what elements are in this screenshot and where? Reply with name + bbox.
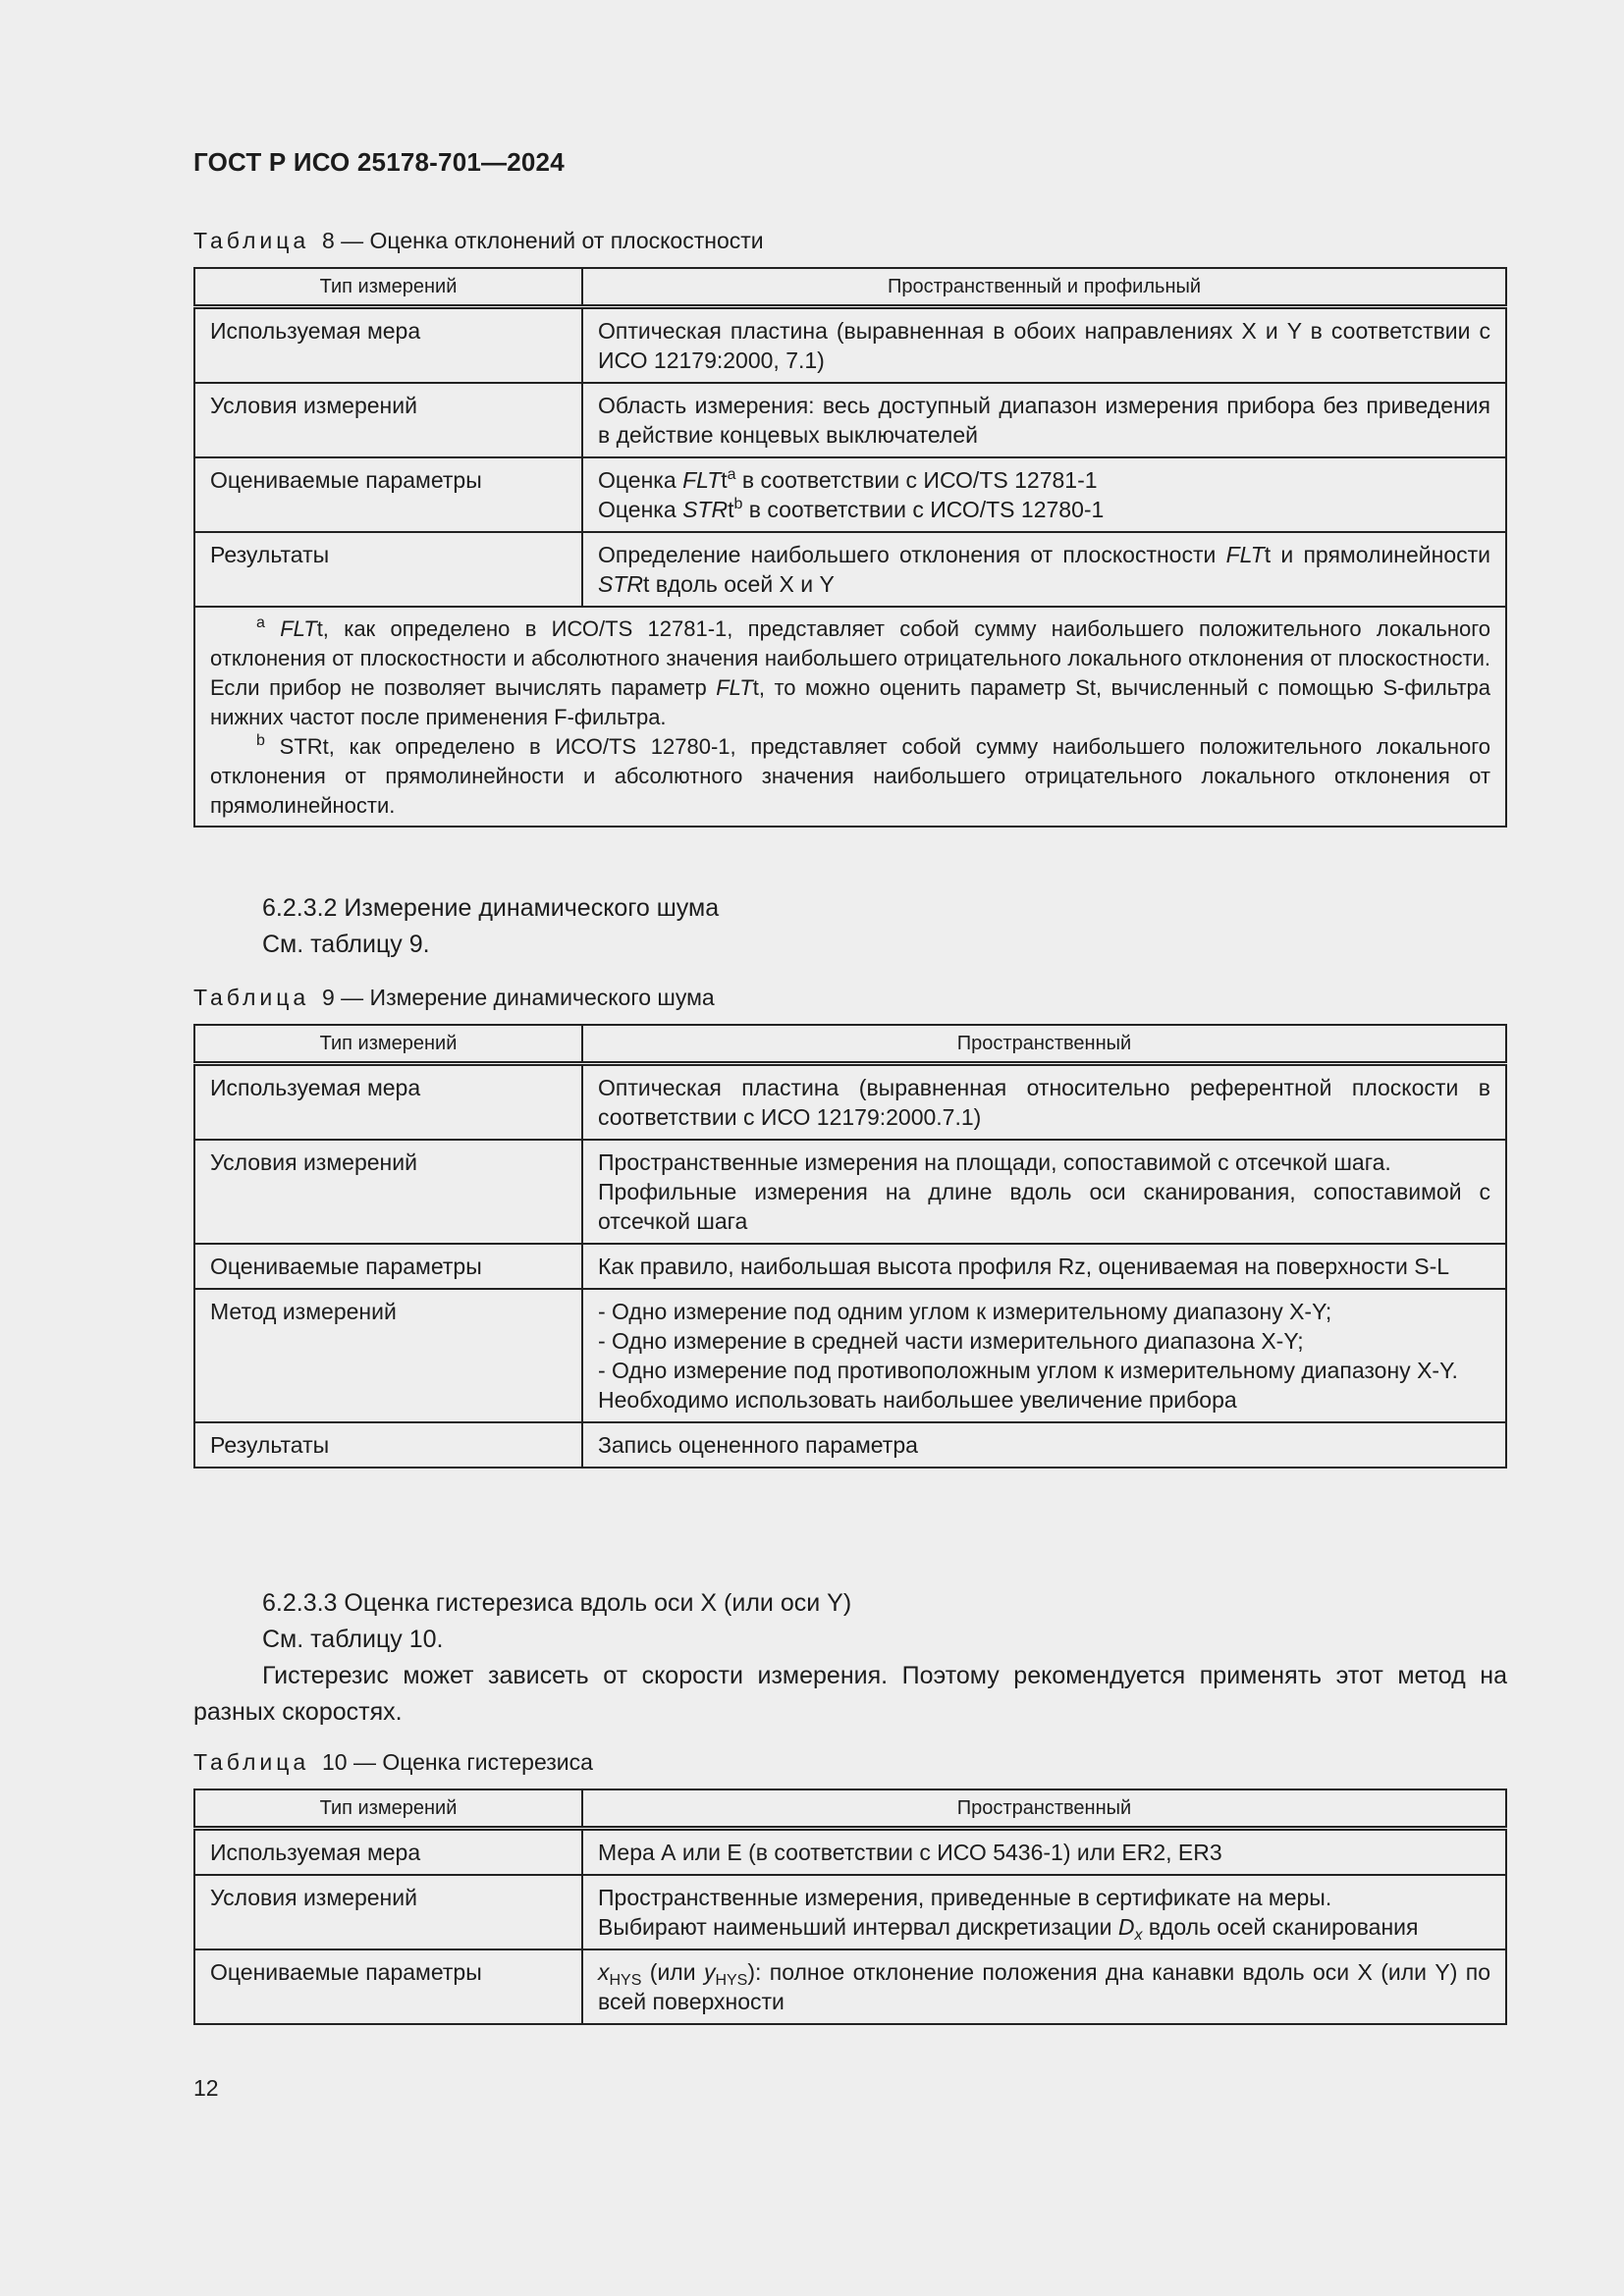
text: в соответствии с ИСО/TS 12781-1: [735, 467, 1098, 493]
method-item: - Одно измерение под противоположным углом к измерительному диапазону X-Y.: [598, 1358, 1458, 1383]
row-value: Мера А или Е (в соответствии с ИСО 5436-1) или ER2, ER3: [582, 1829, 1506, 1876]
text: t, то можно оценить параметр St, вычисленный с помощью S-фильтра нижних частот после применения F-фильтра.: [210, 675, 1491, 729]
text: STRt, как определено в ИСО/TS 12780-1, представляет собой сумму наибольшего положительного локального отклонения от прямолинейности и абсолютного значения наибольшего отрицательного локального отклонения от прямолинейности.: [210, 734, 1490, 818]
row-value: Область измерения: весь доступный диапазон измерения прибора без приведения в действие концевых выключателей: [582, 383, 1506, 457]
table-row: [194, 457, 1506, 532]
text: t и прямолинейности: [1264, 542, 1491, 567]
table-row: [194, 1064, 1506, 1141]
table-header-row: [194, 1025, 1506, 1064]
subscript: x: [1134, 1927, 1143, 1944]
symbol: y: [703, 1959, 716, 1985]
row-label: Оцениваемые параметры: [194, 1949, 582, 2024]
text: Оценка: [598, 497, 683, 522]
table-row: [194, 383, 1506, 457]
section-heading-6233: 6.2.3.3 Оценка гистерезиса вдоль оси X (или оси Y): [262, 1589, 852, 1617]
table10-caption-label: Таблица: [193, 1749, 310, 1775]
table-row: [194, 1875, 1506, 1949]
table8-caption-label: Таблица: [193, 228, 310, 253]
table-footnotes-row: [194, 607, 1506, 827]
row-value: [582, 532, 1506, 607]
page-number: 12: [193, 2075, 219, 2101]
table9: [193, 1024, 1507, 1468]
method-item: - Одно измерение под одним углом к измерительному диапазону X-Y;: [598, 1299, 1332, 1324]
text: в соответствии с ИСО/TS 12780-1: [742, 497, 1105, 522]
table-row: [194, 1289, 1506, 1422]
row-label: Используемая мера: [194, 1064, 582, 1141]
column-header: Пространственный: [582, 1025, 1506, 1064]
table10: [193, 1789, 1507, 2025]
row-value: [582, 1140, 1506, 1244]
text: t вдоль осей X и Y: [643, 571, 835, 597]
column-header: Пространственный: [582, 1789, 1506, 1829]
symbol: x: [598, 1959, 610, 1985]
method-note: Необходимо использовать наибольшее увеличение прибора: [598, 1387, 1237, 1413]
row-value: Запись оцененного параметра: [582, 1422, 1506, 1468]
footnote-mark: a: [727, 466, 736, 483]
table-footnotes: [194, 607, 1506, 827]
symbol: FLT: [280, 616, 317, 641]
section-heading-6232: 6.2.3.2 Измерение динамического шума: [262, 894, 720, 922]
table8: [193, 267, 1507, 828]
column-header: Тип измерений: [194, 1789, 582, 1829]
method-item: - Одно измерение в средней части измерительного диапазона X-Y;: [598, 1328, 1304, 1354]
row-label: Результаты: [194, 532, 582, 607]
table8-caption: [193, 228, 764, 254]
table-header-row: [194, 1789, 1506, 1829]
row-value: Как правило, наибольшая высота профиля Rz, оцениваемая на поверхности S-L: [582, 1244, 1506, 1289]
text: t: [721, 467, 728, 493]
row-value: [582, 1949, 1506, 2024]
value-line: Пространственные измерения, приведенные в сертификате на меры.: [598, 1885, 1332, 1910]
table10-caption: [193, 1749, 593, 1776]
row-label: Результаты: [194, 1422, 582, 1468]
symbol: D: [1117, 1914, 1135, 1940]
section-ref-6232: См. таблицу 9.: [262, 931, 430, 958]
row-label: Используемая мера: [194, 1829, 582, 1876]
table10-caption-text: 10 — Оценка гистерезиса: [321, 1749, 593, 1775]
section-body-6233: Гистерезис может зависеть от скорости измерения. Поэтому рекомендуется применять этот метод на разных скоростях.: [193, 1662, 1507, 1726]
text: вдоль осей сканирования: [1142, 1914, 1419, 1940]
row-label: Условия измерений: [194, 1875, 582, 1949]
parameter-line: [598, 495, 1490, 524]
row-label: Оцениваемые параметры: [194, 1244, 582, 1289]
footnote-mark: a: [256, 614, 265, 631]
row-value: Оптическая пластина (выравненная относительно референтной плоскости в соответствии с ИСО 12179:2000.7.1): [582, 1064, 1506, 1141]
table-row: [194, 1829, 1506, 1876]
symbol: FLT: [1225, 542, 1265, 567]
table-row: [194, 532, 1506, 607]
column-header: Тип измерений: [194, 1025, 582, 1064]
section-ref-6233: См. таблицу 10.: [262, 1626, 444, 1653]
row-value: [582, 1875, 1506, 1949]
row-label: Используемая мера: [194, 307, 582, 384]
subscript: HYS: [609, 1972, 642, 1989]
value-line: Профильные измерения на длине вдоль оси сканирования, сопоставимой с отсечкой шага: [598, 1179, 1490, 1234]
symbol: STR: [598, 571, 643, 597]
table-row: [194, 1244, 1506, 1289]
symbol: STR: [682, 497, 729, 522]
column-header: Тип измерений: [194, 268, 582, 307]
text: ): полное отклонение положения дна канавки вдоль оси X (или Y) по всей поверхности: [598, 1959, 1490, 2014]
footnote-a: [210, 614, 1490, 732]
text: Выбирают наименьший интервал дискретизации: [598, 1914, 1118, 1940]
text: Оценка: [598, 467, 683, 493]
table9-caption-text: 9 — Измерение динамического шума: [321, 985, 715, 1010]
table-row: [194, 1422, 1506, 1468]
footnote-b: [210, 732, 1490, 821]
row-label: Условия измерений: [194, 383, 582, 457]
document-header: ГОСТ Р ИСО 25178-701—2024: [193, 147, 565, 177]
table-row: [194, 307, 1506, 384]
subscript: HYS: [715, 1972, 748, 1989]
text: (или: [641, 1959, 704, 1985]
table-header-row: [194, 268, 1506, 307]
text: t: [728, 497, 734, 522]
row-label: Условия измерений: [194, 1140, 582, 1244]
column-header: Пространственный и профильный: [582, 268, 1506, 307]
footnote-mark: b: [256, 732, 265, 749]
parameter-line: [598, 465, 1490, 495]
row-value: [582, 457, 1506, 532]
text: t, как определено в ИСО/TS 12781-1, представляет собой сумму наибольшего положительного локального отклонения от плоскостности и абсолютного значения наибольшего отрицательного локального отклонения от плоскостности. Если прибор не позволяет вычислять параметр: [210, 616, 1490, 700]
table8-caption-text: 8 — Оценка отклонений от плоскостности: [321, 228, 764, 253]
table9-caption: [193, 985, 715, 1011]
value-line: Пространственные измерения на площади, сопоставимой с отсечкой шага.: [598, 1149, 1391, 1175]
row-label: Оцениваемые параметры: [194, 457, 582, 532]
table9-caption-label: Таблица: [193, 985, 310, 1010]
value-line: [598, 1912, 1490, 1942]
symbol: FLT: [682, 467, 722, 493]
text: Определение наибольшего отклонения от плоскостности: [598, 542, 1226, 567]
row-value: Оптическая пластина (выравненная в обоих направлениях X и Y в соответствии с ИСО 12179:2000, 7.1): [582, 307, 1506, 384]
table-row: [194, 1949, 1506, 2024]
table-row: [194, 1140, 1506, 1244]
row-label: Метод измерений: [194, 1289, 582, 1422]
symbol: FLT: [716, 675, 753, 700]
footnote-mark: b: [733, 496, 743, 512]
row-value: [582, 1289, 1506, 1422]
